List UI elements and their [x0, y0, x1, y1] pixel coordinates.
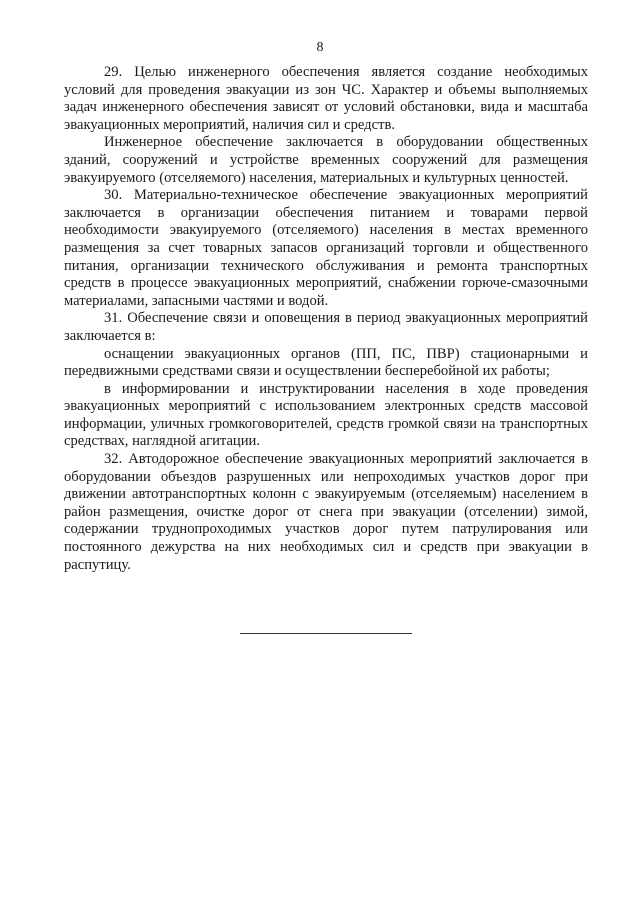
paragraph-communications-equipment: оснащении эвакуационных органов (ПП, ПС, ПВР) стационарными и передвижными средствами связи и осуществлении бесперебойной их работы; — [64, 345, 588, 380]
closing-rule — [240, 633, 412, 634]
document-body — [64, 64, 588, 574]
paragraph-population-informing: в информировании и инструктировании населения в ходе проведения эвакуационных мероприятий с использованием электронных средств массовой информации, уличных громкоговорителей, средств громкой связи на транспортных средствах, наглядной агитации. — [64, 380, 588, 450]
paragraph-30: 30. Материально-техническое обеспечение эвакуационных мероприятий заключается в организации обеспечения питанием и товарами первой необходимости эвакуируемого (отселяемого) населения в местах временного размещения за счет товарных запасов организаций торговли и общественного питания, организации технического обслуживания и ремонта транспортных средств в процессе эвакуационных мероприятий, снабжении горюче-смазочными материалами, запасными частями и водой. — [64, 187, 588, 309]
paragraph-engineering-support: Инженерное обеспечение заключается в оборудовании общественных зданий, сооружений и устройстве временных сооружений для размещения эвакуируемого (отселяемого) населения, материальных и культурных ценностей. — [64, 134, 588, 186]
page-number: 8 — [316, 40, 324, 55]
paragraph-32: 32. Автодорожное обеспечение эвакуационных мероприятий заключается в оборудовании объездов разрушенных или непроходимых участков дорог при движении автотранспортных колонн с эвакуируемым (отселяемым) населением в район размещения, очистке дорог от снега при эвакуации (отселении) зимой, содержании труднопроходимых участков дорог путем патрулирования или постоянного дежурства на них необходимых сил и средств при эвакуации в распутицу. — [64, 451, 588, 573]
paragraph-31: 31. Обеспечение связи и оповещения в период эвакуационных мероприятий заключается в: — [64, 310, 588, 344]
paragraph-29: 29. Целью инженерного обеспечения является создание необходимых условий для проведения эвакуации из зон ЧС. Характер и объемы выполняемых задач инженерного обеспечения зависят от условий обстановки, вида и масштаба эвакуационных мероприятий, наличия сил и средств. — [64, 64, 588, 133]
